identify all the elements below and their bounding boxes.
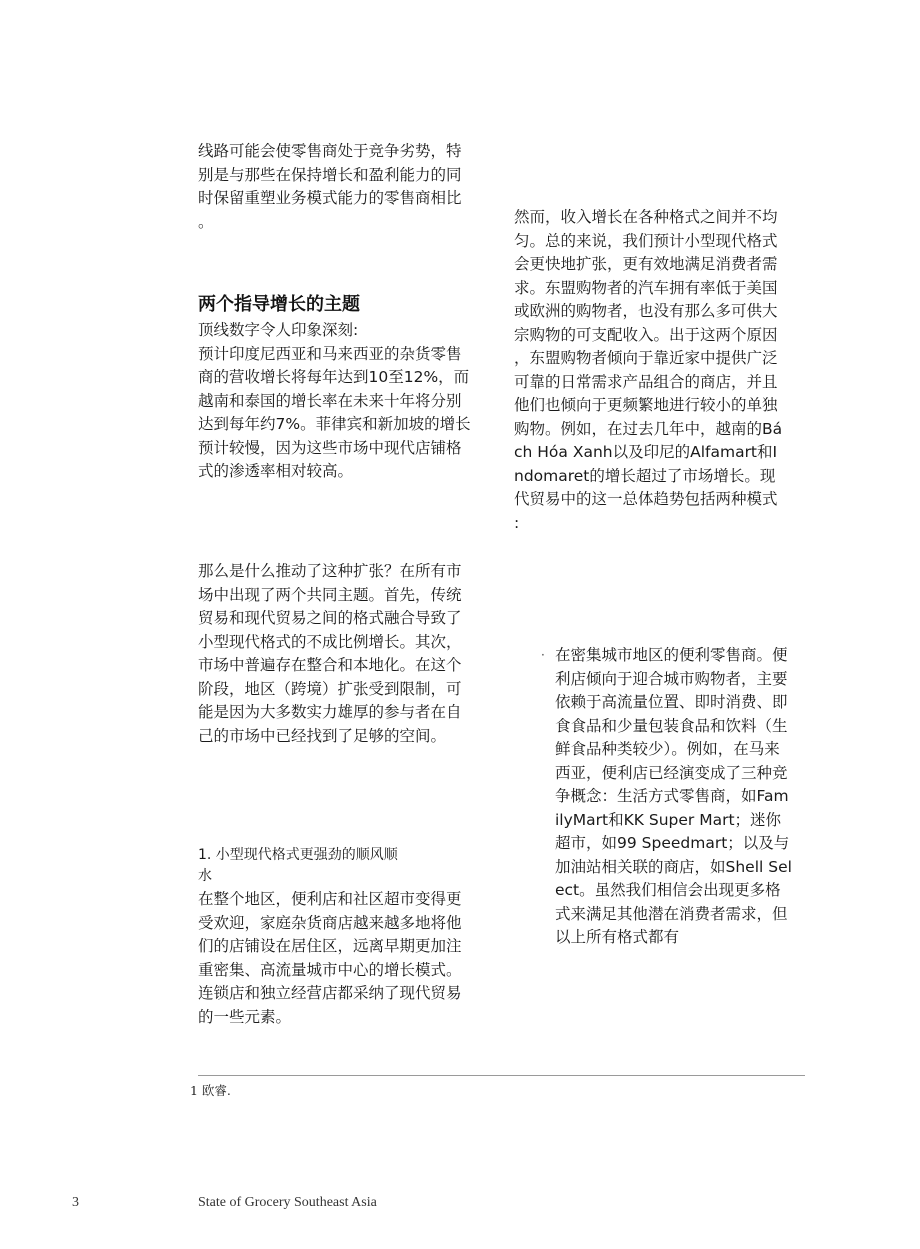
report-title: State of Grocery Southeast Asia (198, 1195, 377, 1210)
drivers-paragraph: 那么是什么推动了这种扩张？在所有市 场中出现了两个共同主题。首先，传统 贸易和现代贸易之间的格式融合导致了 小型现代格式的不成比例增长。其次， 市场中普遍存在整合和本地化。在这个 阶段，地区（跨境）扩张受到限制，可 能是因为大多数实力雄厚的参与者在自 己的市场中已经找到了足够的空间。 (198, 562, 462, 745)
footnote: 1 欧睿. (190, 1083, 231, 1098)
intro-paragraph-tail: 线路可能会使零售商处于竞争劣势，特 别是与那些在保持增长和盈利能力的同 时保留重塑业务模式能力的零售商相比 。 (198, 142, 462, 231)
format-paragraph: 然而，收入增长在各种格式之间并不均 匀。总的来说，我们预计小型现代格式 会更快地扩张，更有效地满足消费者需 求。东盟购物者的汽车拥有率低于美国 或欧洲的购物者，也没有那么多可供大 宗购物的可支配收入。出于这两个原因 ，东盟购物者倾向于靠近家中提供广泛 可靠的日常需求产品组合的商店，并且 他们也倾向于更频繁地进行较小的单独 购物。例如，在过去几年中，越南的Bá ch Hóa Xanh以及印尼的Alfamart和I ndomaret的增长超过了市场增长。现 代贸易中的这一总体趋势包括两种模式 : (514, 208, 783, 532)
bullet-marker: · (541, 648, 545, 662)
bullet-item: 在密集城市地区的便利零售商。便 利店倾向于迎合城市购物者，主要 依赖于高流量位置、即时消费、即 食食品和少量包装食品和饮料（生 鲜食品种类较少）。例如，在马来 西亚，便利店已经演变成了三种竞 争概念：生活方式零售商，如Fam ilyMart和KK Super Mart；迷你 超市，如99 Speedmart；以及与 加油站相关联的商店，如Shell Sel ect。虽然我们相信会出现更多格 式来满足其他潜在消费者需求，但 以上所有格式都有 (555, 646, 792, 946)
subsection-paragraph: 在整个地区，便利店和社区超市变得更 受欢迎，家庭杂货商店越来越多地将他 们的店铺设在居住区，远离早期更加注 重密集、高流量城市中心的增长模式。 连锁店和独立经营店都采纳了现代贸易 的一些元素。 (198, 890, 462, 1026)
page-number: 3 (72, 1195, 79, 1210)
section-heading: 两个指导增长的主题 (198, 294, 360, 315)
subsection-heading: 1. 小型现代格式更强劲的顺风顺 水 (198, 847, 398, 884)
growth-paragraph: 顶线数字令人印象深刻: 预计印度尼西亚和马来西亚的杂货零售 商的营收增长将每年达到10至12%，而 越南和泰国的增长率在未来十年将分别 达到每年约7%。菲律宾和新加坡的增长 预计较慢，因为这些市场中现代店铺格 式的渗透率相对较高。 (198, 321, 471, 480)
footnote-divider (198, 1075, 805, 1076)
